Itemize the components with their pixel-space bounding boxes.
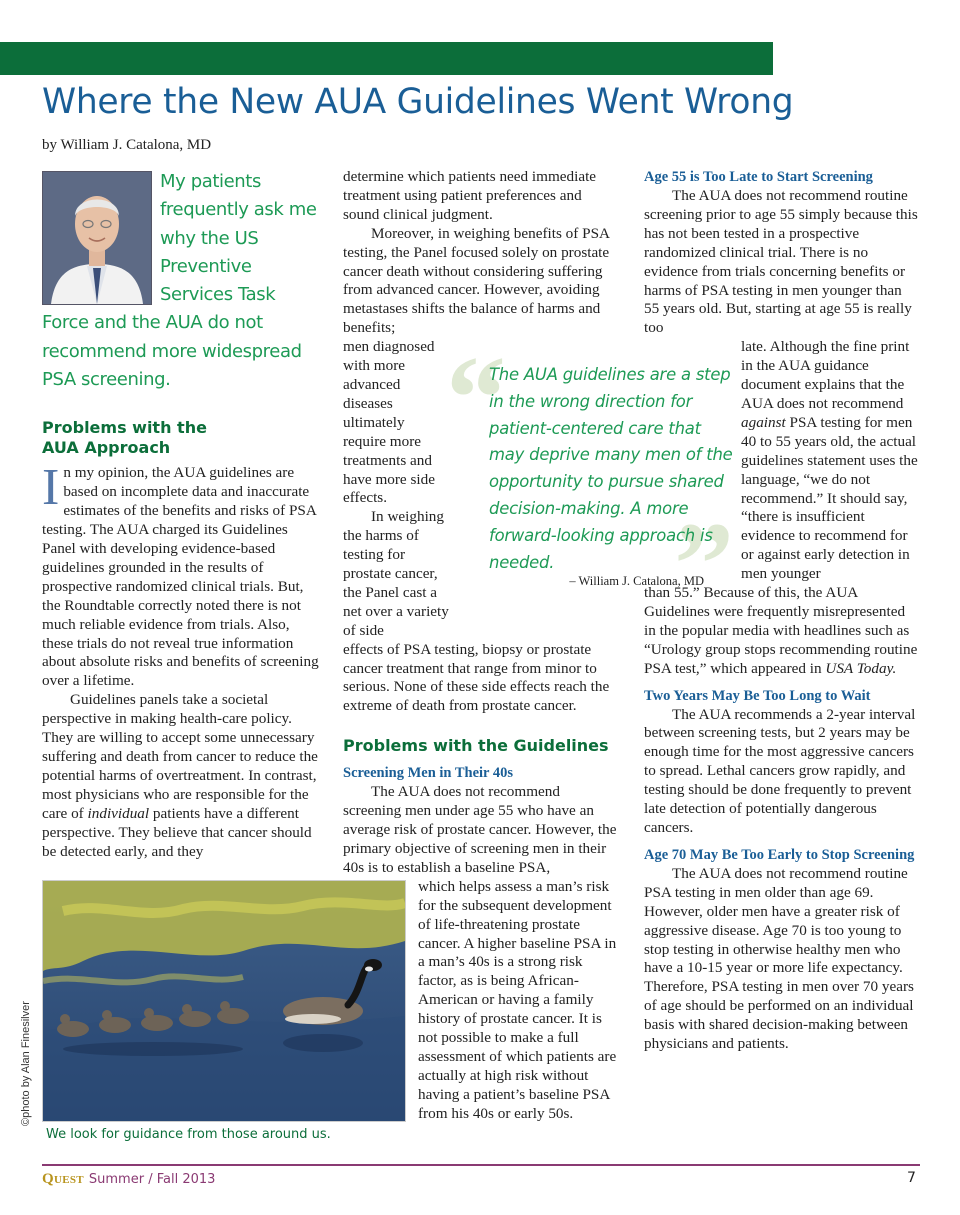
heading-problems-aua-approach: Problems with the AUA Approach	[42, 418, 207, 458]
col2-paragraph-4-narrow: which helps assess a man’s risk for the subsequent development of life-threatening prostate cancer. A higher baseline PSA in a man’s 40s is a strong risk factor, as is being African-American or having a family history of prostate cancer. It is not possible to make a full assessment of which patients are actually at high risk without having a patient’s baseline PSA from his 40s or early 50s.	[418, 877, 617, 1122]
col2-paragraph-3-rest: effects of PSA testing, biopsy or prostate cancer treatment that range from minor to serious. None of these side effects reach the extreme of death from prostate cancer.	[343, 640, 610, 715]
header-color-bar	[0, 42, 773, 75]
geese-photo	[42, 880, 406, 1122]
col2-paragraph-4: The AUA does not recommend screening men under age 55 who have an average risk of prostate cancer. However, the primary objective of screening men in their 40s is to establish a baseline PSA,	[343, 783, 617, 876]
column-1	[42, 168, 320, 861]
intro-pull-quote: My patients frequently ask me why the US Preventive Services Task Force and the AUA do not recommend more widespread PSA screening.	[42, 171, 317, 391]
drop-cap: I	[42, 459, 60, 517]
heading-problems-guidelines: Problems with the Guidelines	[343, 736, 609, 756]
col1-paragraph-1: In my opinion, the AUA guidelines are based on incomplete data and inaccurate estimates of the benefits and risks of PSA testing. The AUA charged its Guidelines Panel with developing evidence-based guidelines grounded in the results of prospective randomized clinical trials. But, the Roundtable correctly noted there is not much reliable evidence from trials. Also, these trials do not reveal true information about absolute risks and benefits of screening over a lifetime.	[42, 459, 319, 690]
subheading-age-55: Age 55 is Too Late to Start Screening	[644, 169, 873, 185]
photo-credit: ©photo by Alan Finesilver	[20, 1001, 32, 1126]
subheading-two-years: Two Years May Be Too Long to Wait	[644, 687, 871, 704]
col3-paragraph-1-narrow: late. Although the fine print in the AUA guidance document explains that the AUA does not recommend against PSA testing for men 40 to 55 years old, the actual guidelines statement uses the language, “we do not recommend.” It should say, “there is insufficient evidence to recommend for or against early detection in men younger	[741, 338, 918, 583]
issue-date: Summer / Fall 2013	[88, 1172, 216, 1187]
pull-quote-text: The AUA guidelines are a step in the wrong direction for patient-centered care that may deprive many men of the opportunity to pursue shared decision-making. A more forward-looking approach is needed.	[489, 365, 733, 572]
pull-quote-attribution: – William J. Catalona, MD	[569, 574, 704, 588]
col1-paragraph-2: Guidelines panels take a societal perspective in making health-care policy. They are willing to accept some unnecessary suffering and death from cancer to reduce the potential harms of overtreatment. In contrast, most physicians who are responsible for the care of individual patients have a different perspective. They believe that cancer should be detected early, and they	[42, 691, 318, 860]
magazine-name: Quest	[42, 1171, 84, 1187]
footer-publication	[42, 1171, 215, 1188]
open-quote-mark: “	[446, 331, 506, 464]
close-quote-mark: ”	[674, 497, 734, 630]
col2-paragraph-1: determine which patients need immediate treatment using patient preferences and sound clinical judgment.	[343, 168, 597, 223]
col3-paragraph-3: The AUA does not recommend routine PSA testing in men older than age 69. However, older men have a greater risk of aggressive disease. Age 70 is too young to stop testing in otherwise healthy men who have a 10-15 year or more life expectancy. Therefore, PSA testing in men over 70 years of age should be performed on an individual basis with shared decision-making between physicians and patients.	[644, 864, 914, 1053]
footer-rule	[42, 1164, 920, 1166]
byline: by William J. Catalona, MD	[42, 137, 212, 153]
author-portrait	[42, 171, 152, 305]
pull-quote-box	[446, 331, 738, 630]
article-title: Where the New AUA Guidelines Went Wrong	[42, 82, 794, 122]
page-number: 7	[907, 1170, 916, 1186]
col3-paragraph-1-rest: than 55.” Because of this, the AUA Guidelines were frequently misrepresented in the popular media with headlines such as “Urology group stops recommending routine PSA test,” which appeared in USA Today.	[644, 584, 918, 677]
col3-paragraph-1: The AUA does not recommend routine screening prior to age 55 simply because this has not been tested in a prospective randomized clinical trial. There is no evidence from trials concerning benefits or harms of PSA testing in men younger than 55 years old. But, starting at age 55 is really too	[644, 187, 918, 337]
col2-paragraph-2-narrow: men diagnosed with more advanced diseases ultimately require more treatments and have more side effects.	[343, 338, 435, 507]
subheading-age-70: Age 70 May Be Too Early to Stop Screening	[644, 846, 915, 863]
col2-paragraph-2: Moreover, in weighing benefits of PSA testing, the Panel focused solely on prostate cancer death without considering suffering from advanced cancer. However, avoiding metastases shifts the balance of harms and benefits;	[343, 224, 610, 337]
photo-caption: We look for guidance from those around us.	[46, 1127, 331, 1142]
col3-paragraph-2: The AUA recommends a 2-year interval between screening tests, but 2 years may be enough time for the most aggressive cancers to spread. Lethal cancers grow rapidly, and testing should be done frequently to prevent late detection of potentially dangerous cancers.	[644, 705, 916, 836]
subheading-screening-40s: Screening Men in Their 40s	[343, 765, 513, 782]
col2-paragraph-3-narrow: In weighing the harms of testing for prostate cancer, the Panel cast a net over a variety of side	[343, 508, 449, 639]
